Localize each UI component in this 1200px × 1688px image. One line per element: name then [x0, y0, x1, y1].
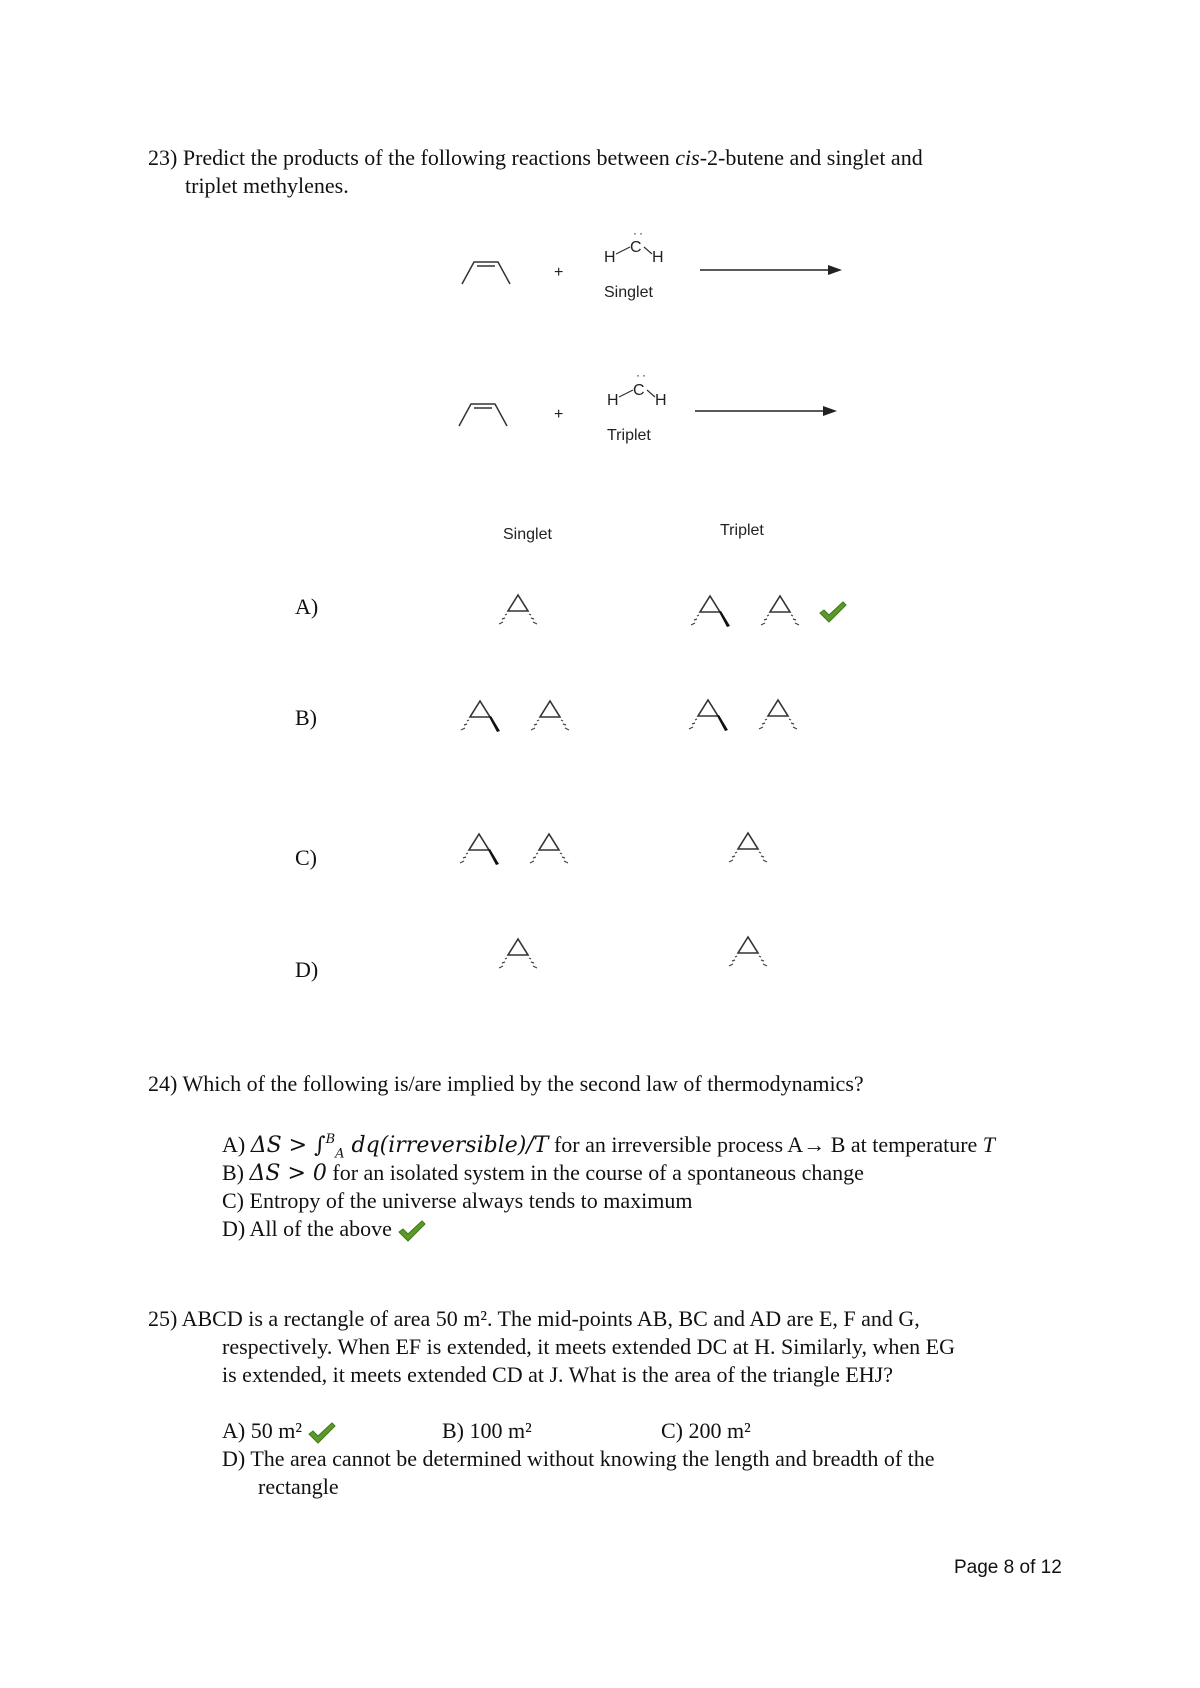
cis-dimethylcyclopropane [726, 825, 796, 875]
column-header-triplet: Triplet [720, 522, 764, 539]
q25-text-line3: is extended, it meets extended CD at J. What is the area of the triangle EHJ? [222, 1362, 893, 1387]
q23-number: 23) [148, 145, 178, 170]
trans-dimethylcyclopropane [688, 588, 758, 638]
reaction-arrow [700, 263, 845, 277]
cis-dimethylcyclopropane [527, 826, 597, 876]
methylene-bonds [612, 245, 672, 265]
q24-option-a-lower-limit: A [335, 1146, 345, 1162]
q24-option-b-label: B) [222, 1160, 244, 1185]
q25-option-c: C) 200 m² [661, 1418, 751, 1443]
q23-text-b: -2-butene and singlet and [699, 145, 923, 170]
q23-option-b-label: B) [295, 705, 317, 730]
q24-option-c-text: Entropy of the universe always tends to maximum [249, 1188, 693, 1213]
reaction-arrow [695, 404, 840, 418]
cis-dimethylcyclopropane [756, 692, 826, 742]
correct-check-icon [397, 1219, 427, 1243]
q23-option-c-label: C) [295, 845, 317, 870]
methylene-h-right: H [652, 249, 664, 266]
q25-line1 [148, 1306, 920, 1332]
q24-option-c [222, 1188, 692, 1214]
cis-dimethylcyclopropane [528, 693, 598, 743]
q24-option-a-text: for an irreversible process A→ B at temperature [548, 1132, 983, 1157]
q24-text: Which of the following is/are implied by the second law of thermodynamics? [182, 1071, 864, 1096]
q25-number: 25) [148, 1306, 178, 1331]
q24-option-a-math-rhs: dq(irreversible)/T [344, 1133, 549, 1158]
q24-option-b-text: for an isolated system in the course of a spontaneous change [326, 1160, 864, 1185]
column-header-singlet: Singlet [503, 526, 552, 543]
cis-dimethylcyclopropane [496, 931, 566, 981]
cis-2-butene-structure [455, 396, 525, 436]
q24-option-a [222, 1132, 996, 1162]
plus-sign: + [554, 264, 564, 281]
methylene-c: C [633, 382, 645, 399]
reaction-label-triplet: Triplet [607, 427, 651, 444]
q25-option-d-line1: D) The area cannot be determined without knowing the length and breadth of the [222, 1446, 935, 1471]
trans-dimethylcyclopropane [457, 826, 527, 876]
methylene-bonds [615, 388, 675, 408]
q23-option-d-label: D) [295, 957, 319, 982]
q24-number: 24) [148, 1071, 178, 1096]
q23-line1 [148, 145, 923, 171]
q25-option-a-text: A) 50 m² [222, 1418, 302, 1443]
q24-option-b-math: ΔS > 0 [249, 1161, 327, 1186]
plus-sign: + [554, 406, 564, 423]
q23-option-a-label: A) [295, 594, 319, 619]
lone-pair-dots: ·· [633, 226, 645, 240]
cis-dimethylcyclopropane [496, 587, 566, 637]
q23-cis: cis [675, 145, 700, 170]
cis-2-butene-structure [458, 254, 528, 294]
methylene-c: C [630, 239, 642, 256]
q24-option-a-label: A) [222, 1132, 246, 1157]
methylene-h-left: H [607, 392, 619, 409]
q25-option-a [222, 1418, 337, 1445]
q23-text-a: Predict the products of the following reactions between [182, 145, 676, 170]
page-number: Page 8 of 12 [954, 1557, 1062, 1578]
correct-check-icon [307, 1421, 337, 1445]
q24-option-d-text: All of the above [249, 1216, 392, 1241]
q24-option-a-upper-limit: B [325, 1132, 336, 1147]
methylene-h-right: H [655, 392, 667, 409]
methylene-h-left: H [604, 249, 616, 266]
q24-option-a-math-lhs: ΔS > ∫ [250, 1133, 326, 1158]
q25-option-b: B) 100 m² [442, 1418, 532, 1443]
unpaired-electron-dots: ·· [636, 368, 648, 382]
q24-option-b [222, 1160, 864, 1187]
q24-option-d [222, 1216, 427, 1243]
q25-option-d-line2: rectangle [258, 1474, 339, 1499]
correct-check-icon [818, 600, 848, 624]
q24-option-c-label: C) [222, 1188, 244, 1213]
cis-dimethylcyclopropane [726, 929, 796, 979]
q24-option-a-T: T [982, 1132, 996, 1157]
q24-option-d-label: D) [222, 1216, 246, 1241]
trans-dimethylcyclopropane [686, 692, 756, 742]
trans-dimethylcyclopropane [458, 693, 528, 743]
q24-question [148, 1071, 864, 1097]
reaction-label-singlet: Singlet [604, 284, 653, 301]
q23-text-c: triplet methylenes. [185, 173, 349, 198]
q25-text-line1: ABCD is a rectangle of area 50 m². The mid-points AB, BC and AD are E, F and G, [181, 1306, 920, 1331]
q25-text-line2: respectively. When EF is extended, it meets extended DC at H. Similarly, when EG [222, 1334, 955, 1359]
